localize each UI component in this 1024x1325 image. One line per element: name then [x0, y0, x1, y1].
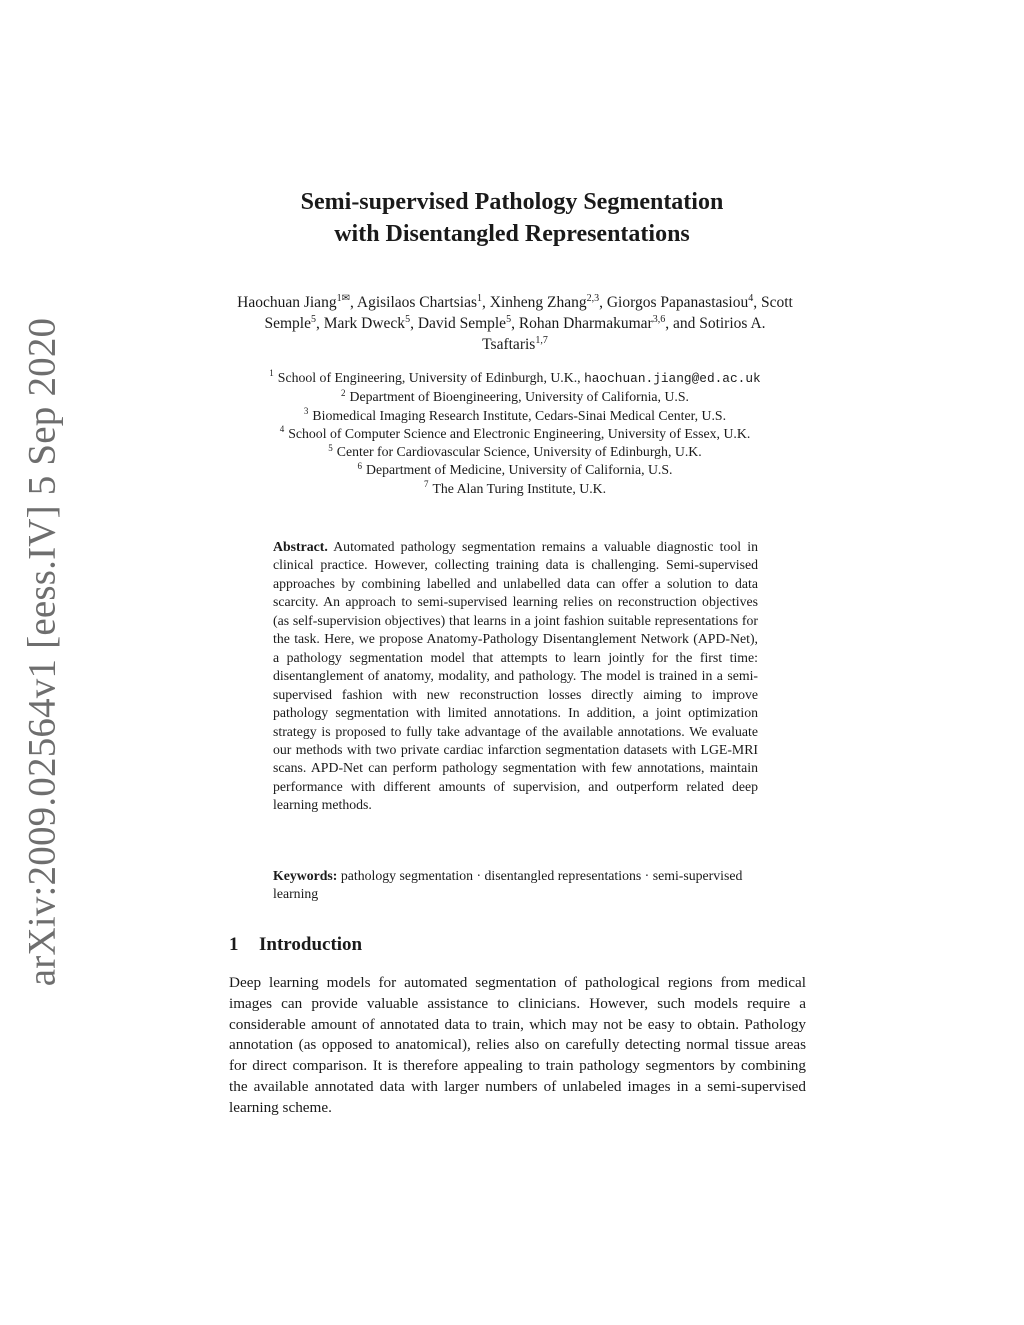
affiliation-line: $^6$ Department of Medicine, University of California, U.S. — [357, 460, 673, 478]
author-affil-sup: 4 — [748, 292, 754, 304]
keywords-label: Keywords: — [273, 868, 338, 883]
section-heading — [229, 932, 362, 958]
affiliation-line: $^7$ The Alan Turing Institute, U.K. — [423, 479, 607, 496]
author-affil-sup: 5 — [405, 313, 411, 325]
abstract — [273, 538, 758, 815]
keywords-text: pathology segmentation · disentangled representations · semi-supervised learning — [273, 868, 743, 902]
author-name: Giorgos Papanastasiou — [606, 294, 749, 311]
envelope-icon: ✉ — [341, 292, 350, 304]
author-name: Agisilaos Chartsias — [356, 294, 477, 311]
author-affil-sup: 3,6 — [652, 313, 666, 325]
section-title: Introduction — [259, 934, 363, 955]
author-affil-sup: 5 — [310, 313, 316, 325]
affiliation-line: $^5$ Center for Cardiovascular Science, University of Edinburgh, U.K. — [328, 442, 702, 460]
author-list: Haochuan Jiang$^{1✉}$, Agisilaos Chartsias$^1$, Xinheng Zhang$^{2,3}$, Giorgos Papanastasiou$^4$, Scott Semple$^5$, Mark Dweck$^5$, David Semple$^5$, Rohan Dharmakumar$^{3,6}$, and Sotirios A. Tsaftaris$^{1,7}$ — [237, 292, 793, 353]
author-name: Sotirios A. Tsaftaris — [482, 315, 766, 353]
author-name: Scott Semple — [264, 294, 793, 332]
author-affil-sup: 5 — [506, 313, 512, 325]
affiliation-line: $^2$ Department of Bioengineering, University of California, U.S. — [341, 387, 689, 405]
section-number: 1 — [229, 934, 239, 955]
affiliation-line: $^3$ Biomedical Imaging Research Institute, Cedars-Sinai Medical Center, U.S. — [303, 406, 727, 423]
keywords — [273, 867, 773, 904]
affiliation-line: $^1$ School of Engineering, University of Edinburgh, U.K., haochuan.jiang@ed.ac.uk — [269, 368, 761, 386]
intro-paragraph: Deep learning models for automated segmentation of pathological regions from medical images can provide valuable assistance to clinicians. However, such models require a considerable amount of annotated data to train, which may not be easy to obtain. Pathology annotation (as opposed to anatomical), relies also on carefully detecting normal tissue areas for direct comparison. It is therefore appealing to train pathology segmentors by combining the available annotated data with larger numbers of unlabeled images in a semi-supervised learning scheme. — [229, 974, 806, 1116]
author-name: Mark Dweck — [323, 315, 406, 332]
arxiv-identifier: arXiv:2009.02564v1 [eess.IV] 5 Sep 2020 — [20, 317, 64, 987]
author-affil-sup: 1✉ — [336, 292, 350, 304]
abstract-label: Abstract. — [273, 539, 328, 554]
abstract-text: Automated pathology segmentation remains a valuable diagnostic tool in clinical practice. However, collecting training data is challenging. Semi-supervised approaches by combining labelled and unlabelled data can offer a solution to data scarcity. An approach to semi-supervised learning relies on reconstruction objectives (as self-supervision objectives) that learns in a joint fashion suitable representations for the task. Here, we propose Anatomy-Pathology Disentanglement Network (APD-Net), a pathology segmentation model that attempts to learn jointly for the first time: disentanglement of anatomy, modality, and pathology. The model is trained in a semi-supervised fashion with new reconstruction losses directly aiming to improve pathology segmentation with limited annotations. In addition, a joint optimization strategy is proposed to fully take advantage of the available annotations. We evaluate our methods with two private cardiac infarction segmentation datasets with LGE-MRI scans. APD-Net can perform pathology segmentation with few annotations, maintain performance with different amounts of supervision, and outperform related deep learning methods. — [273, 539, 758, 813]
author-affil-sup: 2,3 — [586, 292, 600, 304]
title-line-2: with Disentangled Representations — [334, 221, 690, 247]
author-affil-sup: 1,7 — [535, 334, 548, 346]
author-affil-sup: 1 — [477, 292, 482, 304]
author-name: Xinheng Zhang — [489, 294, 587, 311]
author-name: Rohan Dharmakumar — [518, 315, 653, 332]
author-name: Haochuan Jiang — [237, 294, 337, 311]
author-name: David Semple — [417, 315, 507, 332]
author-email[interactable]: haochuan.jiang@ed.ac.uk — [584, 371, 761, 386]
affiliation-line: $^4$ School of Computer Science and Electronic Engineering, University of Essex, U.K. — [279, 424, 751, 441]
paper-title — [0, 186, 1024, 250]
title-line-1: Semi-supervised Pathology Segmentation — [300, 189, 724, 215]
affiliation-list — [200, 369, 830, 498]
